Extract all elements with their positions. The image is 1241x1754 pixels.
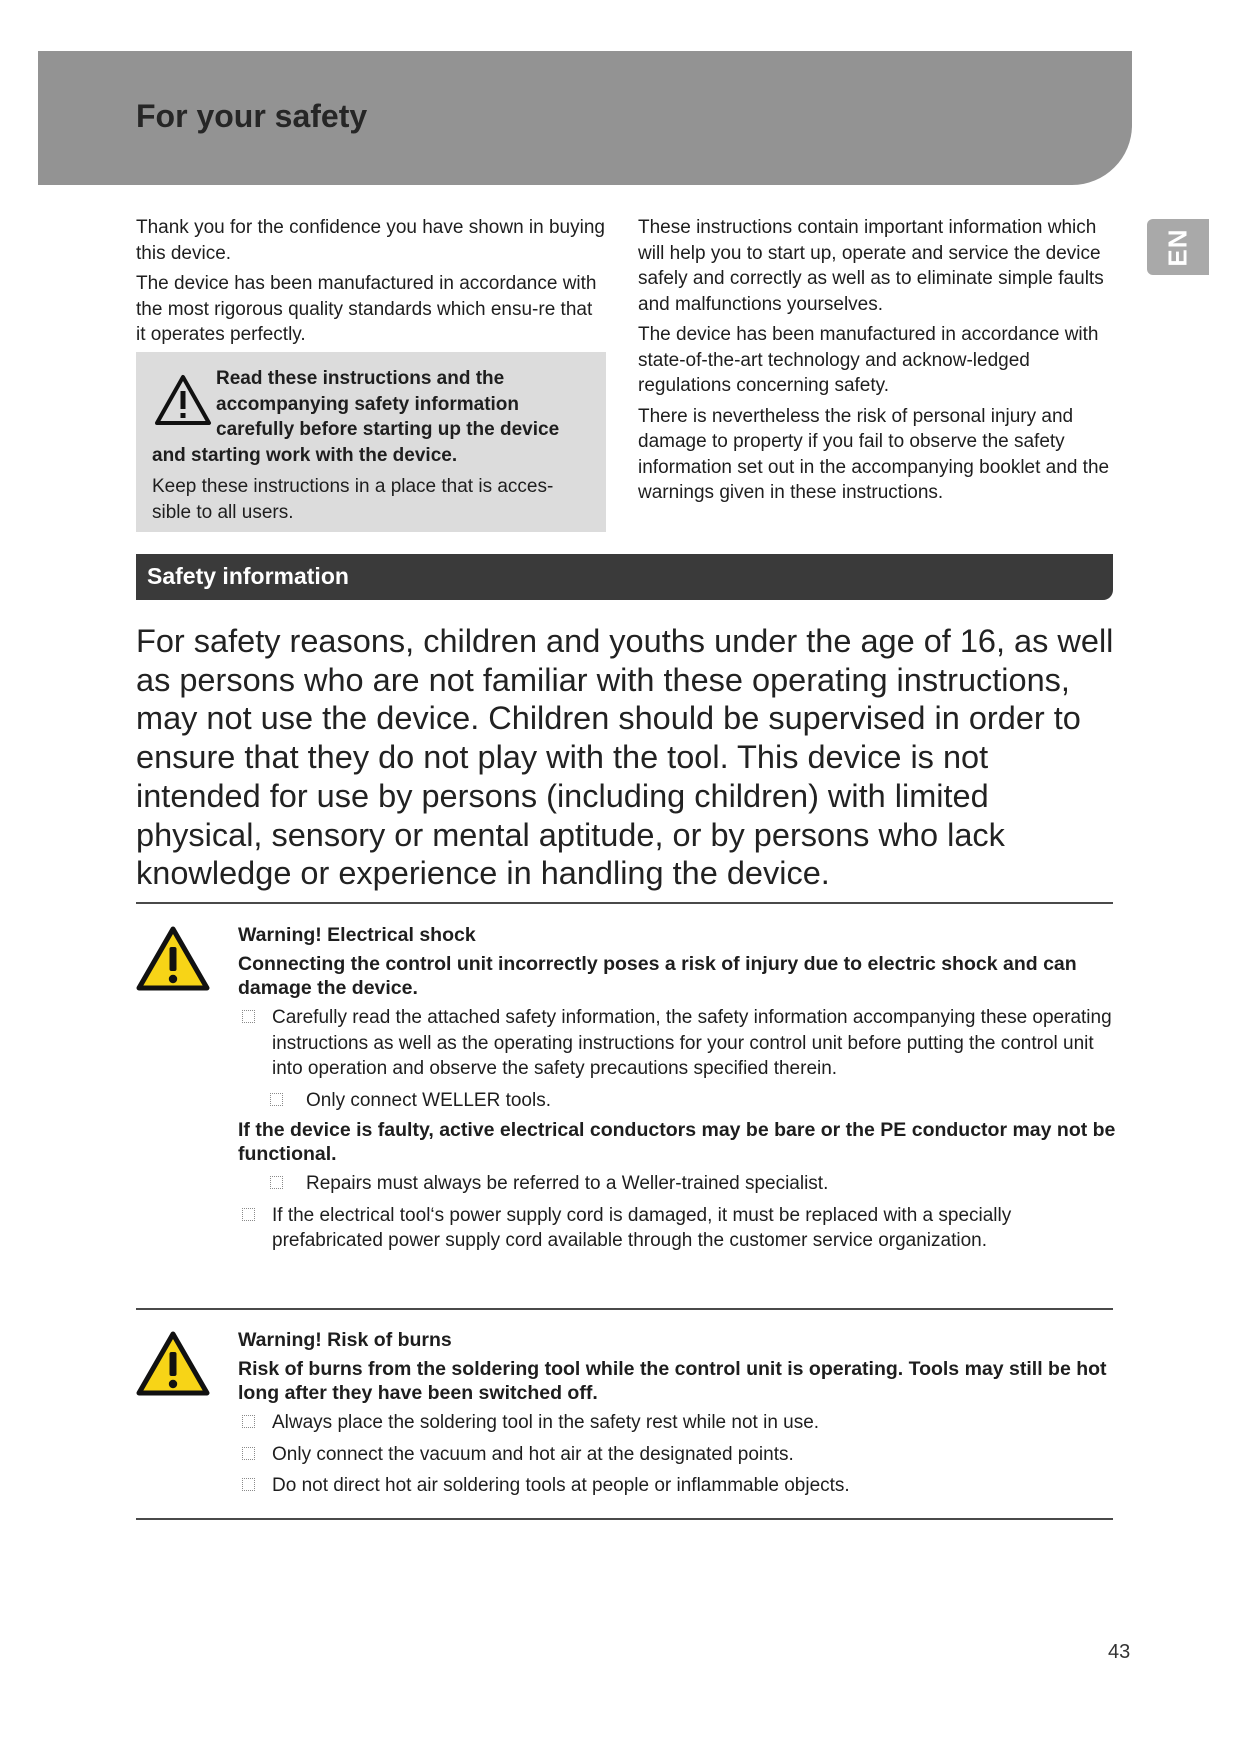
note-keep-text: Keep these instructions in a place that is acces-sible to all users. (152, 476, 554, 523)
note-strong-text: Read these instructions and the accompanying safety information carefully before starting up the device and starting work with the device. (152, 368, 560, 466)
safety-intro-text: For safety reasons, children and youths under the age of 16, as well as persons who are not familiar with these operating instructions, may not use the device. Children should be supervised in order to ensure that they do not play with the tool. This device is not intended for use by persons (including children) with limited physical, sensory or mental aptitude, or by persons who lack knowledge or experience in handling the device. (136, 623, 1114, 892)
list-item-text: If the electrical tool‘s power supply cord is damaged, it must be replaced with a specially prefabricated power supply cord available through the customer service organization. (272, 1204, 1012, 1251)
bullet-box-icon (242, 1447, 255, 1460)
intro-left-column (136, 215, 606, 353)
intro-left-paragraph: Thank you for the confidence you have shown in buying this device. (136, 217, 605, 264)
divider (136, 1308, 1113, 1310)
warning-icon (136, 1331, 210, 1397)
language-label: EN (1162, 227, 1193, 267)
divider (136, 1518, 1113, 1520)
warning-burns (238, 1328, 1118, 1505)
warning-lead: If the device is faulty, active electrical conductors may be bare or the PE conductor may not be functional. (238, 1119, 1116, 1165)
warning-lead: Connecting the control unit incorrectly poses a risk of injury due to electric shock and can damage the device. (238, 953, 1077, 999)
bullet-box-icon (242, 1415, 255, 1428)
warning-title: Warning! Electrical shock (238, 924, 476, 946)
page-number: 43 (1108, 1641, 1131, 1663)
list-item (238, 1203, 1118, 1254)
list-item-text: Only connect the vacuum and hot air at the designated points. (272, 1443, 794, 1465)
list-item (238, 1442, 1118, 1468)
intro-right-column (638, 215, 1118, 511)
list-item (238, 1410, 1118, 1436)
intro-right-paragraph: These instructions contain important information which will help you to start up, operate and service the device safely and correctly as well as to eliminate simple faults and malfunctions yourselves. (638, 217, 1104, 315)
list-item-text: Always place the soldering tool in the safety rest while not in use. (272, 1412, 820, 1433)
list-item (238, 1005, 1118, 1082)
intro-left-paragraph: The device has been manufactured in accordance with the most rigorous quality standards which ensu-re that it operates perfectly. (136, 273, 597, 345)
bullet-box-icon (270, 1093, 283, 1106)
list-item-text: Carefully read the attached safety information, the safety information accompanying these operating instructions as well as the operating instructions for your control unit before putting the control unit into operation and observe the safety precautions specified therein. (272, 1007, 1112, 1079)
bullet-box-icon (242, 1010, 255, 1023)
list-item (238, 1171, 1118, 1197)
section-heading: Safety information (147, 563, 349, 589)
list-item (238, 1088, 1118, 1114)
bullet-box-icon (242, 1478, 255, 1491)
warning-electric-shock (238, 923, 1118, 1260)
warning-triangle-icon (154, 374, 212, 426)
intro-right-paragraph: There is nevertheless the risk of personal injury and damage to property if you fail to observe the safety information set out in the accompanying booklet and the warnings given in these instructions. (638, 405, 1110, 503)
list-item (238, 1473, 1118, 1499)
warning-lead: Risk of burns from the soldering tool while the control unit is operating. Tools may still be hot long after they have been switched off. (238, 1358, 1107, 1404)
warning-icon (136, 926, 210, 992)
language-tab (1147, 219, 1209, 275)
bullet-box-icon (242, 1208, 255, 1221)
list-item-text: Repairs must always be referred to a Weller-trained specialist. (306, 1173, 829, 1194)
divider (136, 902, 1113, 904)
instructions-note-box (136, 352, 606, 532)
page-title: For your safety (136, 98, 368, 134)
list-item-text: Only connect WELLER tools. (306, 1089, 551, 1111)
warning-title: Warning! Risk of burns (238, 1329, 452, 1351)
section-heading-bar (136, 554, 1113, 600)
list-item-text: Do not direct hot air soldering tools at people or inflammable objects. (272, 1475, 850, 1496)
bullet-box-icon (270, 1176, 283, 1189)
intro-right-paragraph: The device has been manufactured in accordance with state-of-the-art technology and acknow-ledged regulations concerning safety. (638, 324, 1099, 396)
